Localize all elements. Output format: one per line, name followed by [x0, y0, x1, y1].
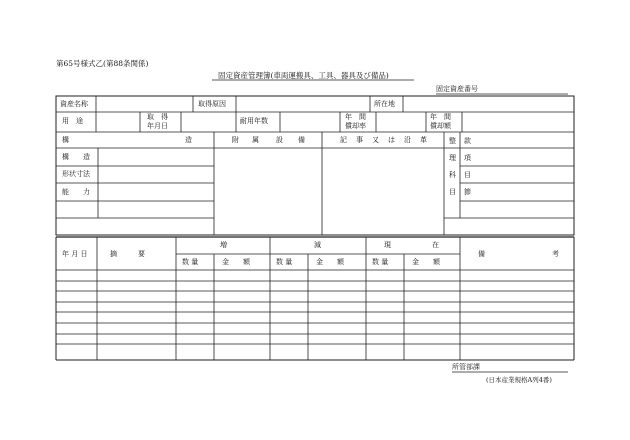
form-number: 第65号様式乙(第88条関係) [56, 59, 149, 68]
current-amount-header: 金 額 [412, 258, 440, 266]
kou-item-label: 項 [464, 154, 471, 162]
current-header-2: 在 [432, 241, 439, 249]
summary-header: 摘 要 [110, 250, 145, 258]
seiri-char-2: 理 [449, 154, 456, 162]
asset-number-label: 固定資産番号 [436, 85, 478, 93]
zou-label: 造 [185, 136, 192, 144]
kiji-char-3: 又 [372, 136, 379, 144]
increase-amount-header: 金 額 [222, 258, 250, 266]
fuzoku-char-1: 附 [232, 136, 239, 144]
acq-date-label-1: 取 得 [147, 113, 168, 121]
setsu-label: 節 [464, 188, 471, 196]
acq-date-label-2: 年月日 [147, 122, 168, 130]
current-header-1: 現 [384, 241, 391, 249]
kiji-char-1: 記 [340, 136, 347, 144]
seiri-char-4: 目 [449, 188, 456, 196]
kiji-char-6: 革 [420, 136, 427, 144]
fuzoku-char-4: 備 [298, 136, 305, 144]
seiri-char-1: 整 [449, 137, 456, 145]
dep-rate-label-1: 年 間 [345, 113, 366, 121]
form-title: 固定資産管理簿(車両運搬具、工具、器具及び備品) [218, 71, 389, 80]
kou-label: 構 [62, 136, 69, 144]
seiri-char-3: 科 [449, 171, 456, 179]
dep-rate-label-2: 償却率 [345, 122, 366, 130]
kiji-char-5: 沿 [404, 136, 411, 144]
date-header: 年 月 日 [62, 250, 88, 258]
kouzou-row-label: 構 造 [62, 153, 90, 161]
remarks-header-1: 備 [478, 250, 485, 258]
kiji-char-2: 事 [356, 136, 363, 144]
increase-quantity-header: 数 量 [182, 258, 199, 266]
location-label: 所在地 [374, 100, 395, 108]
keijo-row-label: 形状寸法 [62, 170, 90, 178]
jis-note: (日本産業規格A列4番) [486, 376, 552, 384]
increase-header: 増 [220, 241, 227, 249]
acquisition-cause-label: 取得原因 [198, 100, 226, 108]
decrease-header: 減 [314, 241, 321, 249]
dep-amount-label-1: 年 間 [430, 113, 451, 121]
kan-label: 款 [464, 137, 471, 145]
fuzoku-char-2: 属 [252, 136, 259, 144]
decrease-quantity-header: 数 量 [276, 258, 293, 266]
asset-name-label: 資産名称 [60, 100, 88, 108]
fuzoku-char-3: 設 [276, 136, 283, 144]
kiji-char-4: は [388, 136, 395, 144]
nouryoku-row-label: 能 力 [62, 188, 90, 196]
decrease-amount-header: 金 額 [316, 258, 344, 266]
dep-amount-label-2: 償却額 [430, 122, 451, 130]
current-quantity-header: 数 量 [372, 258, 389, 266]
useful-life-label: 耐用年数 [240, 117, 268, 125]
department-label: 所管部課 [452, 363, 480, 371]
remarks-header-2: 考 [552, 250, 559, 258]
moku-label: 目 [464, 171, 471, 179]
use-label: 用 途 [62, 117, 83, 125]
